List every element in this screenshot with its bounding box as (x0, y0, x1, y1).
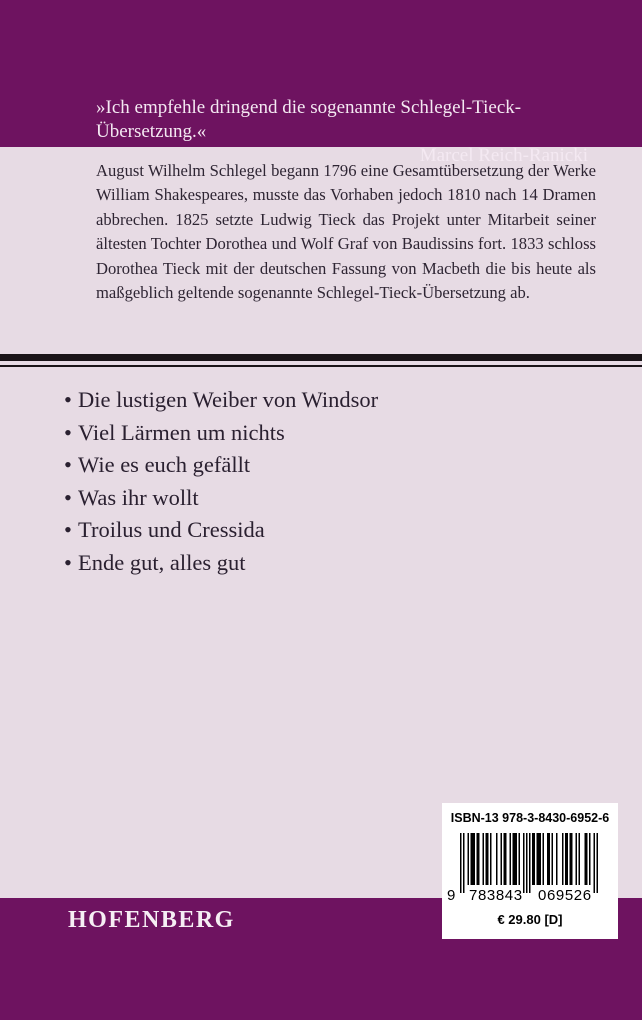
barcode-bar (526, 833, 528, 893)
barcode-bar (532, 833, 535, 885)
barcode-bar (463, 833, 465, 893)
barcode-bar (589, 833, 591, 885)
barcode-bar (490, 833, 492, 885)
divider-thin (0, 365, 642, 367)
barcode-bar (562, 833, 564, 885)
list-item (64, 449, 378, 482)
barcode-bar (471, 833, 476, 885)
barcode-bar (486, 833, 489, 885)
bullet-icon: • (64, 484, 72, 510)
barcode-bar (543, 833, 545, 885)
barcode (458, 833, 602, 895)
barcode-bar (504, 833, 507, 885)
barcode-digits-left: 783843 (469, 887, 523, 904)
play-title: Die lustigen Weiber von Windsor (78, 387, 379, 412)
play-title: Was ihr wollt (78, 484, 199, 510)
list-item (64, 482, 378, 515)
description-text: August Wilhelm Schlegel begann 1796 eine Gesamtübersetzung der Werke William Shakespeares, musste das Vorhaben jedoch 1810 nach 14 Dramen abbrechen. 1825 setzte Ludwig Tieck das Projekt unter Mitarbeit seiner ältesten Tochter Dorothea und Wolf Graf von Baudissins fort. 1833 schloss Dorothea Tieck mit der deutschen Fassung von Macbeth die bis heute als maßgeblich geltende sogenannte Schlegel-Tieck-Übersetzung ab. (96, 161, 596, 303)
barcode-bar (565, 833, 568, 885)
play-list (64, 384, 378, 579)
barcode-digits-right: 069526 (538, 887, 592, 904)
bullet-icon: • (64, 517, 72, 542)
barcode-bar (556, 833, 558, 885)
divider-thick (0, 354, 642, 361)
play-title: Wie es euch gefällt (78, 452, 251, 477)
barcode-bar (585, 833, 588, 885)
bullet-icon: • (64, 419, 72, 445)
barcode-bar (483, 833, 485, 885)
barcode-bar (529, 833, 531, 893)
barcode-bar (501, 833, 503, 885)
play-title: Ende gut, alles gut (78, 549, 246, 575)
barcode-bar (594, 833, 596, 893)
barcode-bar (570, 833, 573, 885)
quote-author: Marcel Reich-Ranicki (419, 145, 588, 166)
barcode-bar (510, 833, 512, 885)
bullet-icon: • (64, 452, 72, 477)
barcode-bar (519, 833, 521, 885)
quote-block (96, 96, 588, 168)
barcode-bar (537, 833, 542, 885)
list-item (64, 514, 378, 547)
quote-text: »Ich empfehle dringend die sogenannte Schlegel-Tieck-Übersetzung.« (96, 97, 522, 142)
barcode-bar (552, 833, 554, 885)
barcode-bar (460, 833, 462, 893)
price-label: € 29.80 [D] (497, 912, 563, 927)
isbn-box (442, 803, 618, 939)
publisher-logo: HOFENBERG (68, 907, 235, 933)
isbn-label: ISBN-13 978-3-8430-6952-6 (450, 811, 610, 825)
bullet-icon: • (64, 387, 72, 412)
barcode-bar (513, 833, 518, 885)
barcode-bar (547, 833, 550, 885)
list-item (64, 417, 378, 450)
play-title: Viel Lärmen um nichts (78, 419, 285, 445)
barcode-bar (468, 833, 470, 885)
barcode-bar (496, 833, 498, 885)
list-item (64, 384, 378, 417)
list-item (64, 547, 378, 580)
barcode-bar (523, 833, 525, 893)
barcode-bar (579, 833, 581, 885)
barcode-bar (576, 833, 578, 885)
bullet-icon: • (64, 549, 72, 575)
barcode-digit-first: 9 (447, 887, 456, 904)
barcode-bar (597, 833, 599, 893)
barcode-bar (477, 833, 480, 885)
play-title: Troilus und Cressida (78, 517, 265, 542)
